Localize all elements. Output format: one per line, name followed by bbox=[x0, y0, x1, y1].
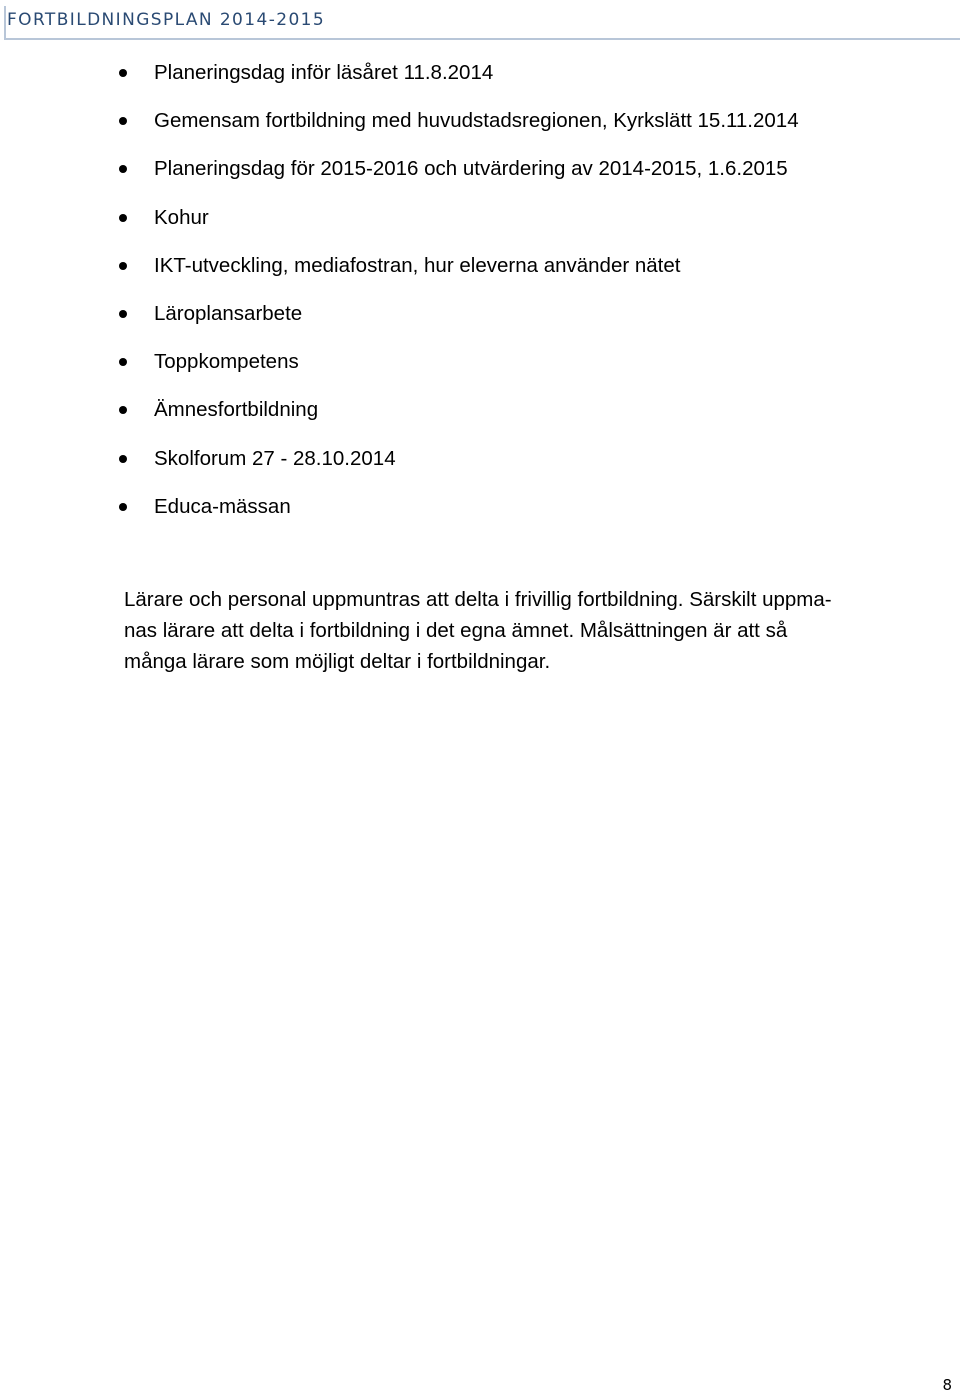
bullet-icon bbox=[119, 310, 127, 318]
list-item-text: Skolforum 27 - 28.10.2014 bbox=[154, 446, 396, 470]
bullet-icon bbox=[119, 69, 127, 77]
list-item bbox=[0, 296, 960, 344]
list-item-text: Planeringsdag för 2015-2016 och utvärdering av 2014-2015, 1.6.2015 bbox=[154, 157, 788, 181]
header-horizontal-rule bbox=[4, 38, 960, 40]
bullet-icon bbox=[119, 406, 127, 414]
bullet-icon bbox=[119, 455, 127, 463]
list-item-text: IKT-utveckling, mediafostran, hur eleverna använder nätet bbox=[154, 253, 681, 277]
list-item bbox=[0, 489, 960, 537]
list-item bbox=[0, 392, 960, 440]
page-header-title: FORTBILDNINGSPLAN 2014-2015 bbox=[7, 10, 326, 30]
list-item-text: Ämnesfortbildning bbox=[154, 398, 319, 422]
list-item-text: Planeringsdag inför läsåret 11.8.2014 bbox=[154, 61, 494, 84]
bullet-icon bbox=[119, 165, 127, 173]
body-paragraph bbox=[124, 584, 936, 677]
paragraph-line: många lärare som möjligt deltar i fortbildningar. bbox=[124, 650, 551, 673]
paragraph-line: Lärare och personal uppmuntras att delta i frivillig fortbildning. Särskilt uppma- bbox=[124, 588, 832, 611]
bullet-icon bbox=[119, 503, 127, 511]
list-item bbox=[0, 248, 960, 296]
list-item-text: Kohur bbox=[154, 205, 209, 229]
list-item-text: Toppkompetens bbox=[154, 350, 299, 374]
list-item bbox=[0, 151, 960, 199]
bullet-icon bbox=[119, 262, 127, 270]
bullet-icon bbox=[119, 214, 127, 222]
page-number: 8 bbox=[942, 1376, 952, 1394]
list-item bbox=[0, 441, 960, 489]
list-item-text: Läroplansarbete bbox=[154, 301, 303, 325]
list-item-text: Educa-mässan bbox=[154, 494, 291, 518]
bullet-icon bbox=[119, 117, 127, 125]
bullet-icon bbox=[119, 358, 127, 366]
list-item bbox=[0, 103, 960, 151]
list-item bbox=[0, 344, 960, 392]
page-header bbox=[0, 0, 960, 44]
bullet-list bbox=[0, 55, 960, 537]
header-vertical-rule bbox=[4, 6, 6, 38]
list-item bbox=[0, 200, 960, 248]
list-item bbox=[0, 55, 960, 103]
paragraph-line: nas lärare att delta i fortbildning i det egna ämnet. Målsättningen är att så bbox=[124, 619, 788, 642]
list-item-text: Gemensam fortbildning med huvudstadsregionen, Kyrkslätt 15.11.2014 bbox=[154, 109, 799, 133]
